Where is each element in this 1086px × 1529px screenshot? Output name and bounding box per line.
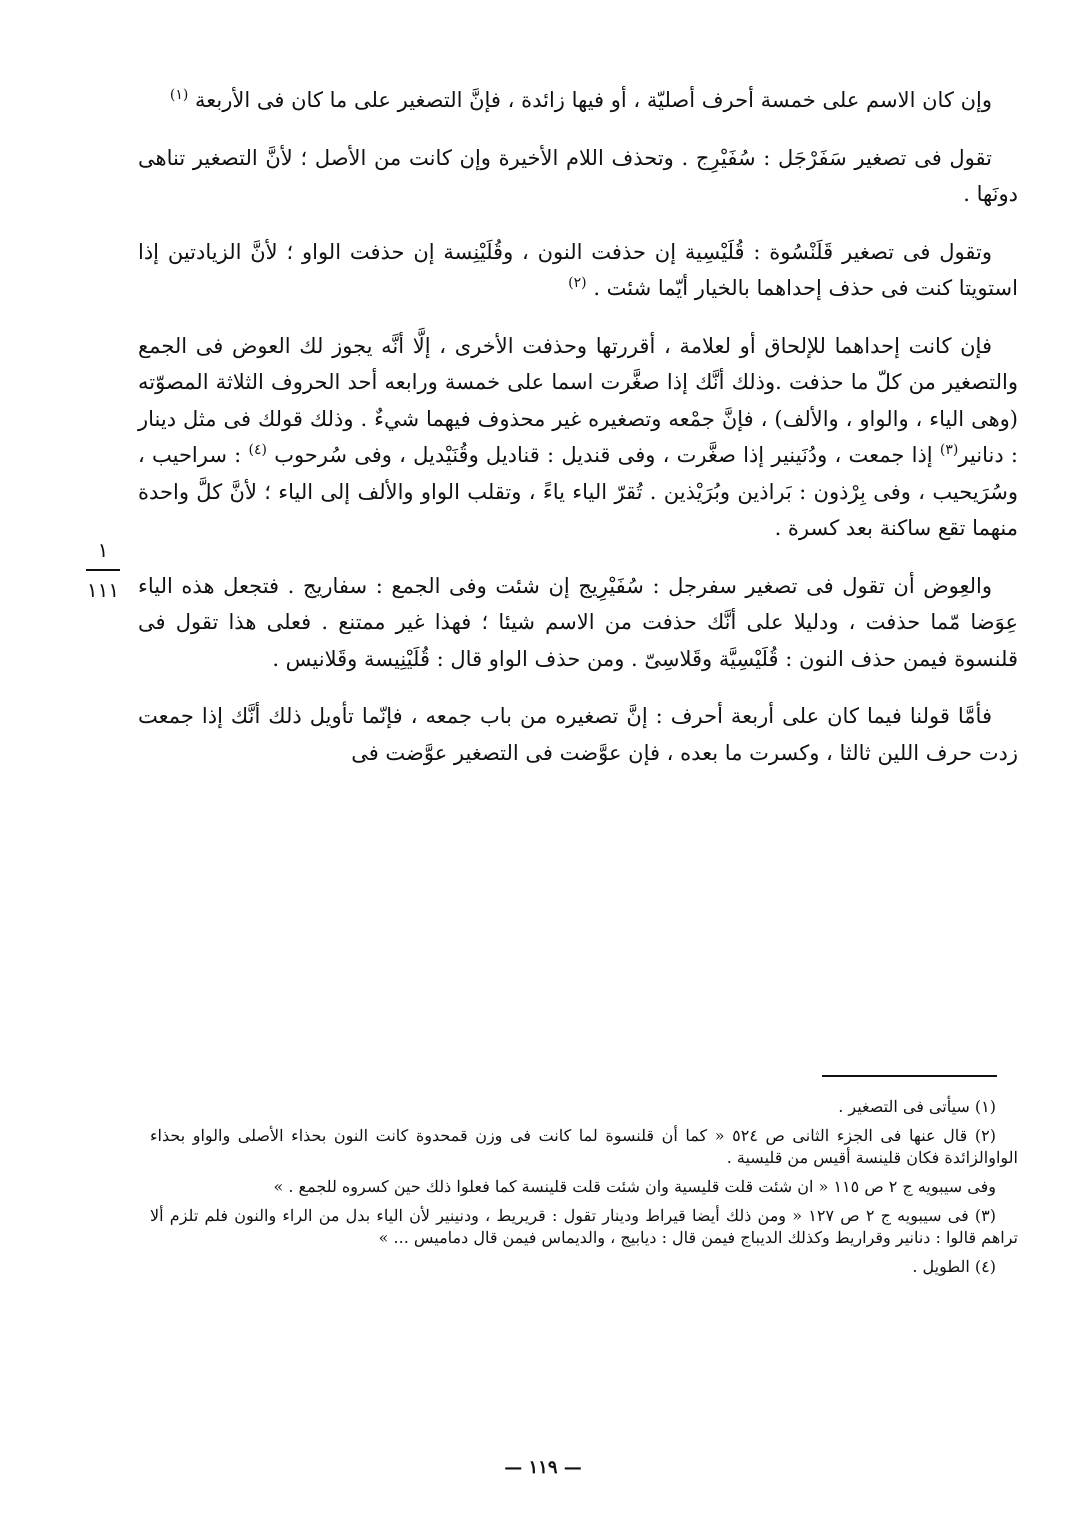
- footnote-ref-4: (٤): [248, 442, 267, 458]
- paragraph-1: [138, 82, 1018, 119]
- footnote-ref-2: (٢): [568, 275, 587, 291]
- margin-page-reference: [80, 535, 126, 605]
- margin-ref-bottom: ١١١: [86, 578, 120, 602]
- footnote-ref-1: (١): [169, 87, 189, 103]
- paragraph-4-text-c: : سراحيب ، وسُرَيحيب ، وفى بِرْذون : بَراذين وبُرَيْذين . تُقرّ الياء ياءً ، وتقلب الواو والألف إلى الياء ؛ لأنَّ كلَّ واحدة منهما تقع ساكنة بعد كسرة .: [138, 443, 1018, 540]
- footnote-2: (٢) قال عنها فى الجزء الثانى ص ٥٢٤ « كما أن قلنسوة لما كانت فى وزن قمحدوة كانت النون بحذاء الأصلى والواو بحذاء الواوالزائدة فكان قلينسة أقيس من قليسية .: [150, 1126, 1018, 1167]
- page-number: — ١١٩ —: [504, 1457, 582, 1478]
- footnote-1: (١) سيأتى فى التصغير .: [838, 1097, 996, 1116]
- margin-ref-top: ١: [97, 538, 109, 562]
- footnote-2-continued: وفى سيبويه ج ٢ ص ١١٥ « ان شئت قلت قليسية وان شئت قلت قلينسة كما فعلوا ذلك حين كسروه للجمع . »: [273, 1177, 996, 1196]
- paragraph-4-text-b: إذا جمعت ، ودُنَينير إذا صغَّرت ، وفى قنديل : قناديل وقُنَيْديل ، وفى سُرحوب: [274, 443, 933, 467]
- footnote-ref-3: (٣): [939, 442, 959, 458]
- footnotes: [150, 1096, 1018, 1285]
- footnote-separator: [822, 1075, 997, 1077]
- paragraph-4: [138, 328, 1018, 547]
- paragraph-1-text: وإن كان الاسم على خمسة أحرف أصليّة ، أو فيها زائدة ، فإنَّ التصغير على ما كان فى الأربعة: [195, 88, 992, 112]
- paragraph-2: تقول فى تصغير سَفَرْجَل : سُفَيْرِج . وتحذف اللام الأخيرة وإن كانت من الأصل ؛ لأنَّ التصغير تناهى دونَها .: [138, 145, 1018, 206]
- margin-ref-divider: [86, 569, 120, 571]
- paragraph-6: فأمَّا قولنا فيما كان على أربعة أحرف : إنَّ تصغيره من باب جمعه ، فإنّما تأويل ذلك أنَّك إذا جمعت زدت حرف اللين ثالثا ، وكسرت ما بعده ، فإن عوَّضت فى التصغير عوَّضت فى: [138, 704, 1018, 765]
- paragraph-4-text-a: فإن كانت إحداهما للإلحاق أو لعلامة ، أقررتها وحذفت الأخرى ، إلَّا أنَّه يجوز لك العوض فى الجمع والتصغير من كلّ ما حذفت .وذلك أنَّك إذا صغَّرت اسما على خمسة ورابعه أحد الحروف الثلاثة المصوّته (وهى الياء ، والواو ، والألف) ، فإنَّ جمْعه وتصغيره غير محذوف فيهما شيءٌ . وذلك قولك فى مثل دينار : دنانير: [138, 333, 1019, 467]
- paragraph-3-text: وتقول فى تصغير قَلَنْسُوة : قُلَيْسِية إن حذفت النون ، وقُلَيْنِسة إن حذفت الواو ؛ لأنَّ الزيادتين إذا استويتا كنت فى حذف إحداهما بالخيار أيّما شئت .: [138, 239, 1018, 300]
- footnote-4: (٤) الطويل .: [912, 1257, 996, 1276]
- paragraph-5: والعِوض أن تقول فى تصغير سفرجل : سُفَيْرِيج إن شئت وفى الجمع : سفاريج . فتجعل هذه الياء عِوَضا مّما حذفت ، ودليلا على أنَّك حذفت من الاسم شيئا ؛ فهذا غير ممتنع . فعلى هذا تقول فى قلنسوة فيمن حذف النون : قُلَيْسِيَّة وقَلاسِىّ . ومن حذف الواو قال : قُلَيْنِيسة وقَلانيس .: [138, 573, 1018, 671]
- main-text: [138, 82, 1018, 792]
- paragraph-3: [138, 234, 1018, 307]
- footnote-3: (٣) فى سيبويه ج ٢ ص ١٢٧ « ومن ذلك أيضا قيراط ودينار تقول : قريريط ، ودنينير لأن الياء بدل من الراء والنون فلم تلزم ألا تراهم قالوا : دنانير وقراريط وكذلك الديباج فيمن قال : ديابيج ، والديماس فيمن قال دماميس ... »: [150, 1206, 1018, 1247]
